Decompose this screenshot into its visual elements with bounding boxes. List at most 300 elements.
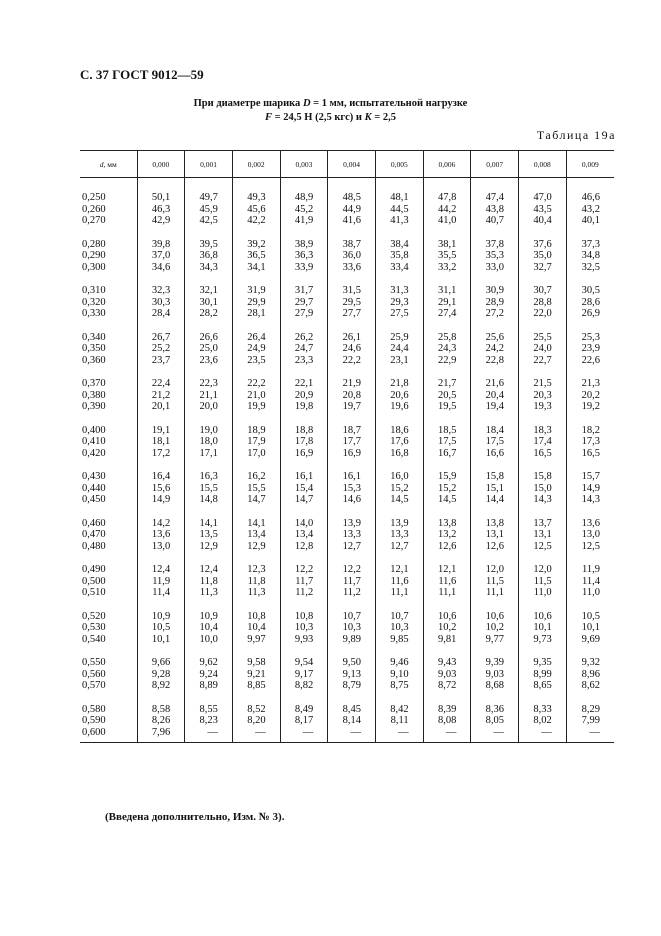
hardness-value: 18,4 — [471, 413, 519, 437]
column-header: 0,007 — [471, 151, 519, 178]
hardness-value: 10,6 — [423, 599, 471, 623]
hardness-value: 17,0 — [232, 448, 280, 460]
hardness-value: 16,7 — [423, 448, 471, 460]
hardness-value: 46,3 — [137, 204, 185, 216]
hardness-value: 19,0 — [185, 413, 233, 437]
hardness-value: — — [185, 727, 233, 743]
hardness-value: 27,9 — [280, 308, 328, 320]
hardness-value: 11,4 — [137, 587, 185, 599]
hardness-value: 17,1 — [185, 448, 233, 460]
hardness-value: 12,0 — [519, 552, 567, 576]
table-row — [80, 494, 614, 506]
table-row — [80, 727, 614, 743]
hardness-value: 8,39 — [423, 692, 471, 716]
hardness-value: 44,5 — [375, 204, 423, 216]
row-diameter: 0,540 — [82, 633, 106, 645]
table-row — [80, 227, 614, 251]
column-header: 0,008 — [519, 151, 567, 178]
hardness-value: 42,9 — [137, 215, 185, 227]
table-row — [80, 273, 614, 297]
hardness-value: 36,5 — [232, 250, 280, 262]
hardness-value: 10,8 — [280, 599, 328, 623]
hardness-value: 8,45 — [328, 692, 376, 716]
hardness-value: 15,8 — [471, 459, 519, 483]
hardness-value: 16,4 — [137, 459, 185, 483]
hardness-value: 10,5 — [137, 622, 185, 634]
hardness-value: 47,8 — [423, 178, 471, 204]
hardness-value: 21,9 — [328, 366, 376, 390]
hardness-value: 19,9 — [232, 401, 280, 413]
hardness-value: 14,5 — [423, 494, 471, 506]
hardness-value: 18,0 — [185, 436, 233, 448]
hardness-value: 14,1 — [232, 506, 280, 530]
hardness-value: 29,7 — [280, 297, 328, 309]
hardness-value: 20,9 — [280, 390, 328, 402]
hardness-value: 21,7 — [423, 366, 471, 390]
hardness-value: 45,9 — [185, 204, 233, 216]
hardness-value: 27,2 — [471, 308, 519, 320]
hardness-value: 13,2 — [423, 529, 471, 541]
hardness-value: 33,0 — [471, 262, 519, 274]
hardness-value: 8,92 — [137, 680, 185, 692]
hardness-value: 9,85 — [375, 634, 423, 646]
page-header: С. 37 ГОСТ 9012—59 — [80, 67, 204, 82]
hardness-value: 42,5 — [185, 215, 233, 227]
hardness-value: 12,3 — [232, 552, 280, 576]
hardness-value: 19,1 — [137, 413, 185, 437]
hardness-value: 11,1 — [375, 587, 423, 599]
hardness-value: 30,1 — [185, 297, 233, 309]
hardness-value: 9,54 — [280, 645, 328, 669]
hardness-value: 11,9 — [566, 552, 614, 576]
hardness-value: 9,58 — [232, 645, 280, 669]
table-row — [80, 308, 614, 320]
hardness-value: 21,5 — [519, 366, 567, 390]
hardness-value: 9,62 — [185, 645, 233, 669]
hardness-value: 20,5 — [423, 390, 471, 402]
hardness-value: 13,6 — [137, 529, 185, 541]
row-diameter: 0,510 — [82, 587, 106, 598]
row-diameter: 0,390 — [82, 401, 106, 412]
hardness-value: 24,6 — [328, 343, 376, 355]
hardness-value: 9,73 — [519, 634, 567, 646]
hardness-value: 8,49 — [280, 692, 328, 716]
hardness-value: 15,1 — [471, 483, 519, 495]
hardness-value: 16,0 — [375, 459, 423, 483]
row-diameter: 0,590 — [82, 715, 106, 726]
hardness-value: 32,3 — [137, 273, 185, 297]
hardness-value: 9,81 — [423, 634, 471, 646]
hardness-value: 36,8 — [185, 250, 233, 262]
hardness-value: 9,03 — [471, 669, 519, 681]
row-diameter: 0,320 — [82, 296, 106, 308]
row-diameter: 0,430 — [82, 471, 106, 482]
hardness-value: 11,8 — [232, 576, 280, 588]
hardness-value: 27,7 — [328, 308, 376, 320]
hardness-value: 40,7 — [471, 215, 519, 227]
hardness-value: 49,7 — [185, 178, 233, 204]
hardness-value: 25,9 — [375, 320, 423, 344]
row-diameter: 0,600 — [80, 727, 137, 743]
hardness-value: 20,6 — [375, 390, 423, 402]
hardness-value: 8,82 — [280, 680, 328, 692]
row-diameter: 0,460 — [82, 517, 106, 529]
hardness-value: 20,0 — [185, 401, 233, 413]
hardness-value: 9,43 — [423, 645, 471, 669]
hardness-value: 48,5 — [328, 178, 376, 204]
hardness-value: 14,7 — [232, 494, 280, 506]
hardness-value: 16,9 — [280, 448, 328, 460]
hardness-value: 8,62 — [566, 680, 614, 692]
hardness-value: 45,6 — [232, 204, 280, 216]
table-row — [80, 645, 614, 669]
hardness-value: 10,3 — [375, 622, 423, 634]
hardness-value: 9,50 — [328, 645, 376, 669]
row-diameter: 0,490 — [82, 564, 106, 575]
hardness-value: 17,3 — [566, 436, 614, 448]
hardness-value: 34,6 — [137, 262, 185, 274]
hardness-value: 13,5 — [185, 529, 233, 541]
hardness-value: 26,1 — [328, 320, 376, 344]
table-row — [80, 680, 614, 692]
hardness-value: 10,9 — [185, 599, 233, 623]
table-row — [80, 250, 614, 262]
hardness-value: 19,7 — [328, 401, 376, 413]
hardness-value: 13,0 — [566, 529, 614, 541]
hardness-value: 23,6 — [185, 355, 233, 367]
hardness-value: 8,05 — [471, 715, 519, 727]
hardness-value: 23,1 — [375, 355, 423, 367]
hardness-value: 9,28 — [137, 669, 185, 681]
hardness-value: 14,9 — [566, 483, 614, 495]
hardness-value: 8,29 — [566, 692, 614, 716]
hardness-value: 41,9 — [280, 215, 328, 227]
table-row — [80, 215, 614, 227]
hardness-value: 14,9 — [137, 494, 185, 506]
hardness-value: 19,4 — [471, 401, 519, 413]
hardness-value: 12,0 — [471, 552, 519, 576]
hardness-value: 41,3 — [375, 215, 423, 227]
hardness-value: 9,39 — [471, 645, 519, 669]
hardness-value: 36,0 — [328, 250, 376, 262]
hardness-value: 50,1 — [137, 178, 185, 204]
hardness-value: 9,93 — [280, 634, 328, 646]
hardness-value: 16,5 — [519, 448, 567, 460]
hardness-value: 15,2 — [375, 483, 423, 495]
hardness-value: 8,26 — [137, 715, 185, 727]
table-row — [80, 459, 614, 483]
hardness-value: 8,33 — [519, 692, 567, 716]
row-diameter: 0,350 — [82, 343, 106, 354]
hardness-value: 28,6 — [566, 297, 614, 309]
hardness-value: 26,9 — [566, 308, 614, 320]
hardness-value: 19,5 — [423, 401, 471, 413]
table-row — [80, 587, 614, 599]
hardness-value: 22,8 — [471, 355, 519, 367]
hardness-value: 8,68 — [471, 680, 519, 692]
hardness-value: 24,9 — [232, 343, 280, 355]
caption-line-2: F = 24,5 Н (2,5 кгс) и K = 2,5 — [265, 112, 396, 123]
column-header: 0,004 — [328, 151, 376, 178]
hardness-value: 15,5 — [232, 483, 280, 495]
hardness-value: 20,1 — [137, 401, 185, 413]
hardness-value: 12,6 — [471, 541, 519, 553]
hardness-value: 18,8 — [280, 413, 328, 437]
hardness-value: 26,2 — [280, 320, 328, 344]
hardness-value: 19,2 — [566, 401, 614, 413]
hardness-value: 14,0 — [280, 506, 328, 530]
hardness-value: 30,9 — [471, 273, 519, 297]
column-header: 0,009 — [566, 151, 614, 178]
hardness-value: 21,2 — [137, 390, 185, 402]
hardness-value: 11,2 — [280, 587, 328, 599]
hardness-value: 15,0 — [519, 483, 567, 495]
hardness-value: 8,55 — [185, 692, 233, 716]
hardness-value: 13,6 — [566, 506, 614, 530]
hardness-value: 10,1 — [519, 622, 567, 634]
hardness-value: 47,4 — [471, 178, 519, 204]
table-row — [80, 390, 614, 402]
hardness-value: 35,3 — [471, 250, 519, 262]
table-header-row — [80, 151, 614, 178]
hardness-value: 9,17 — [280, 669, 328, 681]
hardness-value: 12,5 — [519, 541, 567, 553]
column-header: 0,006 — [423, 151, 471, 178]
row-diameter: 0,280 — [82, 238, 106, 250]
hardness-value: 7,99 — [566, 715, 614, 727]
hardness-value: 47,0 — [519, 178, 567, 204]
hardness-value: 8,11 — [375, 715, 423, 727]
row-diameter: 0,270 — [82, 215, 106, 226]
hardness-value: 27,5 — [375, 308, 423, 320]
hardness-value: 8,89 — [185, 680, 233, 692]
hardness-value: 8,99 — [519, 669, 567, 681]
hardness-value: 22,2 — [328, 355, 376, 367]
hardness-value: 24,0 — [519, 343, 567, 355]
hardness-value: 33,4 — [375, 262, 423, 274]
hardness-value: 14,5 — [375, 494, 423, 506]
table-row — [80, 204, 614, 216]
hardness-value: 22,4 — [137, 366, 185, 390]
hardness-value: 23,5 — [232, 355, 280, 367]
hardness-value: 11,7 — [328, 576, 376, 588]
table-row — [80, 401, 614, 413]
table-row — [80, 692, 614, 716]
hardness-value: 34,1 — [232, 262, 280, 274]
hardness-value: 13,9 — [328, 506, 376, 530]
hardness-value: 17,2 — [137, 448, 185, 460]
hardness-value: 23,3 — [280, 355, 328, 367]
hardness-value: 33,9 — [280, 262, 328, 274]
hardness-value: 37,8 — [471, 227, 519, 251]
hardness-value: 15,5 — [185, 483, 233, 495]
hardness-value: 25,2 — [137, 343, 185, 355]
hardness-value: 13,3 — [375, 529, 423, 541]
hardness-value: 32,1 — [185, 273, 233, 297]
hardness-value: 44,2 — [423, 204, 471, 216]
hardness-value: 10,1 — [137, 634, 185, 646]
hardness-value: 8,14 — [328, 715, 376, 727]
row-diameter: 0,250 — [82, 192, 106, 203]
hardness-value: — — [566, 727, 614, 743]
row-diameter: 0,360 — [82, 354, 106, 366]
hardness-value: 22,9 — [423, 355, 471, 367]
hardness-value: 35,5 — [423, 250, 471, 262]
hardness-value: 21,6 — [471, 366, 519, 390]
row-diameter: 0,420 — [82, 447, 106, 459]
row-diameter: 0,400 — [82, 424, 106, 436]
hardness-value: 41,0 — [423, 215, 471, 227]
hardness-value: — — [375, 727, 423, 743]
hardness-value: 15,2 — [423, 483, 471, 495]
hardness-value: — — [328, 727, 376, 743]
hardness-value: 38,4 — [375, 227, 423, 251]
hardness-value: 49,3 — [232, 178, 280, 204]
hardness-value: 18,7 — [328, 413, 376, 437]
hardness-value: 15,6 — [137, 483, 185, 495]
hardness-value: 25,8 — [423, 320, 471, 344]
hardness-value: 9,24 — [185, 669, 233, 681]
hardness-value: 10,0 — [185, 634, 233, 646]
hardness-value: 8,17 — [280, 715, 328, 727]
hardness-value: 25,6 — [471, 320, 519, 344]
hardness-value: 31,7 — [280, 273, 328, 297]
hardness-value: 22,2 — [232, 366, 280, 390]
hardness-value: 11,2 — [328, 587, 376, 599]
row-diameter: 0,560 — [82, 668, 106, 680]
hardness-value: 15,8 — [519, 459, 567, 483]
hardness-value: 39,2 — [232, 227, 280, 251]
hardness-value: 28,8 — [519, 297, 567, 309]
hardness-value: 9,97 — [232, 634, 280, 646]
hardness-value: — — [519, 727, 567, 743]
hardness-value: 19,6 — [375, 401, 423, 413]
hardness-value: 13,8 — [471, 506, 519, 530]
hardness-value: 11,3 — [185, 587, 233, 599]
hardness-value: 14,4 — [471, 494, 519, 506]
hardness-value: 13,4 — [280, 529, 328, 541]
hardness-value: 16,6 — [471, 448, 519, 460]
hardness-value: 32,5 — [566, 262, 614, 274]
hardness-value: 19,8 — [280, 401, 328, 413]
hardness-value: 12,7 — [375, 541, 423, 553]
hardness-value: 17,9 — [232, 436, 280, 448]
row-diameter: 0,530 — [82, 622, 106, 633]
hardness-value: 11,8 — [185, 576, 233, 588]
hardness-value: 21,0 — [232, 390, 280, 402]
hardness-value: 32,7 — [519, 262, 567, 274]
table-row — [80, 634, 614, 646]
hardness-value: 24,2 — [471, 343, 519, 355]
hardness-value: 14,3 — [519, 494, 567, 506]
hardness-value: 10,7 — [328, 599, 376, 623]
hardness-value: 8,58 — [137, 692, 185, 716]
table-row — [80, 436, 614, 448]
hardness-value: 37,6 — [519, 227, 567, 251]
hardness-value: 26,7 — [137, 320, 185, 344]
column-header: 0,002 — [232, 151, 280, 178]
table-row — [80, 599, 614, 623]
hardness-value: 16,9 — [328, 448, 376, 460]
hardness-value: 43,5 — [519, 204, 567, 216]
hardness-table-wrapper — [80, 150, 614, 743]
hardness-value: 9,10 — [375, 669, 423, 681]
table-row — [80, 576, 614, 588]
hardness-value: 8,20 — [232, 715, 280, 727]
hardness-value: 28,9 — [471, 297, 519, 309]
hardness-value: 14,8 — [185, 494, 233, 506]
hardness-value: 22,0 — [519, 308, 567, 320]
hardness-value: 17,6 — [375, 436, 423, 448]
hardness-value: 30,5 — [566, 273, 614, 297]
hardness-value: 9,69 — [566, 634, 614, 646]
hardness-value: 22,7 — [519, 355, 567, 367]
hardness-value: — — [280, 727, 328, 743]
hardness-value: 10,7 — [375, 599, 423, 623]
hardness-value: 16,2 — [232, 459, 280, 483]
hardness-value: 18,5 — [423, 413, 471, 437]
hardness-value: 12,1 — [423, 552, 471, 576]
footnote: (Введена дополнительно, Изм. № 3). — [105, 811, 285, 823]
table-row — [80, 366, 614, 390]
row-diameter: 0,570 — [82, 680, 106, 691]
hardness-value: 10,1 — [566, 622, 614, 634]
hardness-value: 22,3 — [185, 366, 233, 390]
hardness-value: 21,1 — [185, 390, 233, 402]
hardness-value: 13,1 — [519, 529, 567, 541]
hardness-value: 21,8 — [375, 366, 423, 390]
row-diameter: 0,330 — [82, 308, 106, 319]
hardness-value: 40,1 — [566, 215, 614, 227]
hardness-value: 9,03 — [423, 669, 471, 681]
table-row — [80, 297, 614, 309]
hardness-value: 17,5 — [471, 436, 519, 448]
row-diameter: 0,370 — [82, 378, 106, 389]
hardness-value: 11,4 — [566, 576, 614, 588]
hardness-value: 12,9 — [232, 541, 280, 553]
hardness-value: 8,23 — [185, 715, 233, 727]
hardness-value: 29,1 — [423, 297, 471, 309]
hardness-table — [80, 150, 614, 743]
hardness-value: 14,6 — [328, 494, 376, 506]
hardness-value: 12,6 — [423, 541, 471, 553]
table-row — [80, 622, 614, 634]
hardness-value: 37,3 — [566, 227, 614, 251]
hardness-value: 16,8 — [375, 448, 423, 460]
hardness-value: 14,1 — [185, 506, 233, 530]
hardness-value: 25,5 — [519, 320, 567, 344]
hardness-value: 10,2 — [471, 622, 519, 634]
hardness-value: 13,8 — [423, 506, 471, 530]
hardness-value: 13,9 — [375, 506, 423, 530]
table-row — [80, 355, 614, 367]
hardness-value: 17,7 — [328, 436, 376, 448]
hardness-value: 31,1 — [423, 273, 471, 297]
hardness-value: 8,72 — [423, 680, 471, 692]
table-row — [80, 262, 614, 274]
table-row — [80, 178, 614, 204]
hardness-value: 22,6 — [566, 355, 614, 367]
hardness-value: 8,02 — [519, 715, 567, 727]
hardness-value: 12,9 — [185, 541, 233, 553]
table-row — [80, 320, 614, 344]
table-row — [80, 506, 614, 530]
hardness-value: 12,1 — [375, 552, 423, 576]
hardness-value: 11,9 — [137, 576, 185, 588]
table-row — [80, 541, 614, 553]
hardness-value: — — [232, 727, 280, 743]
hardness-value: — — [471, 727, 519, 743]
